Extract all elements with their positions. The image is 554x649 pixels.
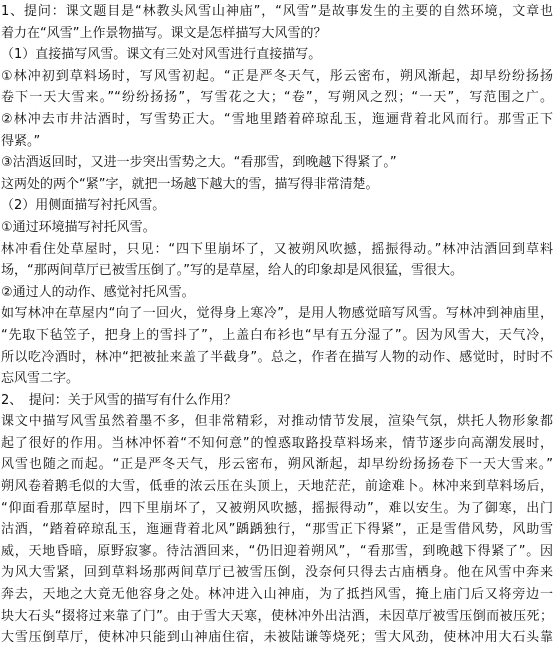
- text-line: 为风大雪紧，回到草料场那两间草厅已被雪压倒，没奈何只得去古庙栖身。他在风雪中奔来: [1, 565, 553, 581]
- text-line: ②林冲去市井沽酒时，写雪势正大。“雪地里踏着碎琼乱玉，迤逦背着北风而行。那雪正下: [1, 111, 553, 127]
- text-line: 所以吃冷酒时，林冲“把被扯来盖了半截身”。总之，作者在描写人物的动作、感觉时，时时不: [1, 349, 553, 365]
- text-line: 奔去，天地之大竟无他容身之处。林冲进入山神庙，为了抵挡风雪，掩上庙门后又将旁边一: [1, 587, 553, 603]
- text-line: 块大石头“掇将过来靠了门”。由于雪大天寒，使林冲外出沽酒，未因草厅被雪压倒而被压死；: [1, 608, 553, 624]
- text-line: “先取下毡笠子，把身上的雪抖了”，上盖白布衫也“早有五分湿了”。因为风雪大，天气冷，: [1, 327, 553, 343]
- text-line: 威，天地昏暗，原野寂寥。待沽酒回来，“仍旧迎着朔风”，“看那雪，到晚越下得紧了”。因: [1, 543, 553, 559]
- text-line: 沽酒，“踏着碎琼乱玉，迤逦背着北风”踽踽独行，“那雪正下得紧”，正是雪借风势，风助雪: [1, 522, 553, 538]
- text-line: 1、提问：课文题目是“林教头风雪山神庙”，“风雪”是故事发生的主要的自然环境，文章也: [1, 4, 553, 19]
- text-line: （2）用侧面描写衬托风雪。: [1, 198, 166, 214]
- text-line: 这两处的两个“紧”字，就把一场越下越大的雪，描写得非常清楚。: [1, 176, 379, 192]
- text-line: 得紧。”: [1, 133, 41, 149]
- text-line: ②通过人的动作、感觉衬托风雪。: [1, 284, 195, 300]
- text-line: 林冲看住处草屋时，只见：“四下里崩坏了，又被朔风吹撼，摇振得动。”林冲沽酒回到草料: [1, 241, 553, 257]
- text-line: 着力在“风雪”上作景物描写。课文是怎样描写大风雪的？: [1, 25, 327, 41]
- text-line: 课文中描写风雪虽然着墨不多，但非常精彩，对推动情节发展，渲染气氛，烘托人物形象都: [1, 414, 553, 430]
- text-line: 忘风雪二字。: [1, 371, 80, 387]
- text-line: （1）直接描写风雪。课文有三处对风雪进行直接描写。: [1, 47, 322, 63]
- text-line: 大雪压倒草厅，使林冲只能到山神庙住宿，未被陆谦等烧死；雪大风劲，使林冲用大石头靠: [1, 630, 553, 646]
- text-line: 场，“那两间草厅已被雪压倒了。”写的是草屋，给人的印象却是风很猛，雪很大。: [1, 263, 463, 279]
- text-line: ③沽酒返回时，又进一步突出雪势之大。“看那雪，到晚越下得紧了。”: [1, 155, 397, 171]
- text-line: 朔风卷着鹅毛似的大雪，低垂的浓云压在头顶上，天地茫茫，前途难卜。林冲来到草料场后，: [1, 479, 553, 495]
- text-line: ①林冲初到草料场时，写风雪初起。“正是严冬天气，彤云密布，朔风渐起，却早纷纷扬扬: [1, 68, 553, 84]
- text-line: 卷下一天大雪来。”“纷纷扬扬”，写雪花之大；“卷”，写朔风之烈；“一天”，写范围之广。: [1, 90, 553, 106]
- text-line: 2、 提问：关于风雪的描写有什么作用？: [1, 392, 237, 408]
- text-line: “仰面看那草屋时，四下里崩坏了，又被朔风吹撼，摇振得动”，难以安生。为了御寒，出门: [1, 500, 553, 516]
- text-line: 风雪也随之而起。“正是严冬天气，彤云密布，朔风渐起，却早纷纷扬扬卷下一天大雪来。”: [1, 457, 553, 473]
- text-line: 如写林冲在草屋内“向了一回火，觉得身上寒冷”，是用人物感觉暗写风雪。写林冲到神庙里，: [1, 306, 553, 322]
- text-line: 起了很好的作用。当林冲怀着“不知何意”的惶惑取路投草料场来，情节逐步向高潮发展时，: [1, 435, 553, 451]
- text-line: ①通过环境描写衬托风雪。: [1, 219, 156, 235]
